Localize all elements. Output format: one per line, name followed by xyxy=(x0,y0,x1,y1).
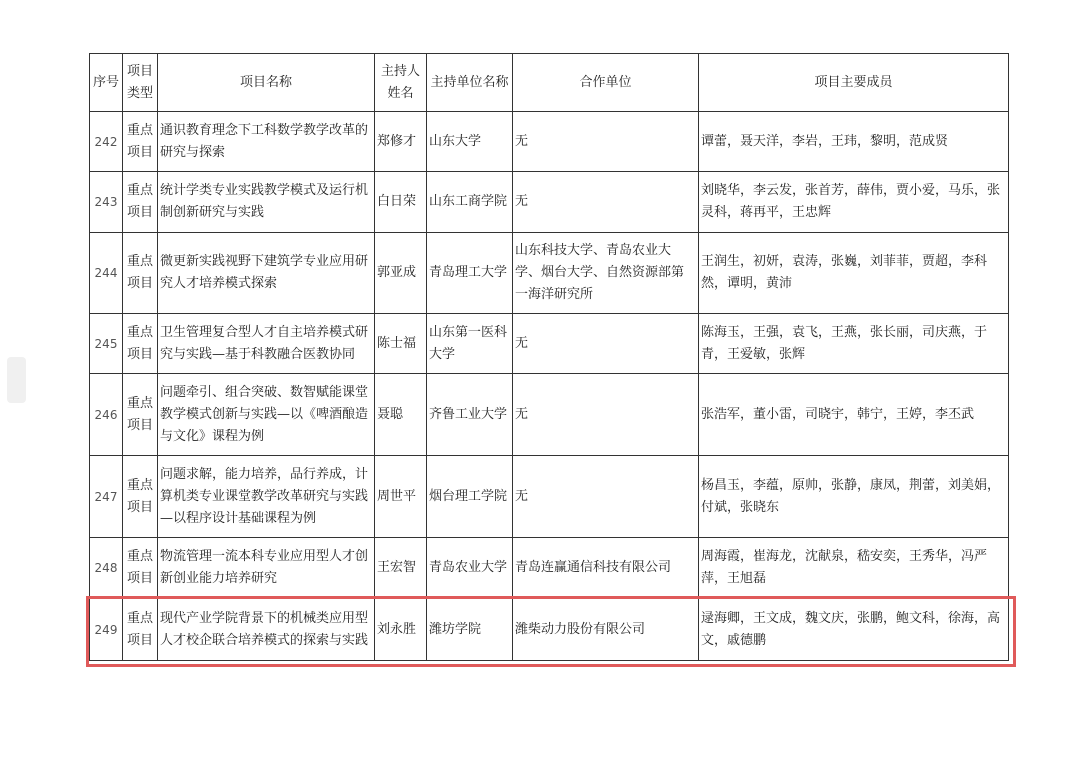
cell-unit: 山东大学 xyxy=(427,112,513,172)
cell-seq: 246 xyxy=(90,374,123,456)
cell-partner: 潍柴动力股份有限公司 xyxy=(513,599,699,661)
cell-host: 郭亚成 xyxy=(375,233,427,314)
header-type: 项目类型 xyxy=(123,54,158,112)
header-seq: 序号 xyxy=(90,54,123,112)
cell-seq: 247 xyxy=(90,456,123,538)
cell-members: 王润生，初妍，袁涛，张巍，刘菲菲，贾超，李科然，谭明，黄沛 xyxy=(699,233,1009,314)
cell-members: 陈海玉，王强，袁飞，王燕，张长丽，司庆燕，于青，王爱敏，张辉 xyxy=(699,314,1009,374)
cell-type: 重点项目 xyxy=(123,456,158,538)
cell-partner: 无 xyxy=(513,112,699,172)
cell-members: 谭蕾，聂天洋，李岩，王玮，黎明，范成贤 xyxy=(699,112,1009,172)
cell-name: 问题牵引、组合突破、数智赋能课堂教学模式创新与实践—以《啤酒酿造与文化》课程为例 xyxy=(158,374,375,456)
table-row-highlighted xyxy=(90,599,1009,661)
cell-name: 问题求解，能力培养，品行养成，计算机类专业课堂教学改革研究与实践—以程序设计基础课程为例 xyxy=(158,456,375,538)
cell-seq: 249 xyxy=(90,599,123,661)
cell-unit: 青岛理工大学 xyxy=(427,233,513,314)
cell-unit: 山东工商学院 xyxy=(427,172,513,233)
cell-unit: 潍坊学院 xyxy=(427,599,513,661)
table-header-row xyxy=(90,54,1009,112)
cell-type: 重点项目 xyxy=(123,374,158,456)
cell-seq: 248 xyxy=(90,538,123,599)
cell-host: 白日荣 xyxy=(375,172,427,233)
cell-unit: 青岛农业大学 xyxy=(427,538,513,599)
cell-host: 聂聪 xyxy=(375,374,427,456)
cell-partner: 无 xyxy=(513,374,699,456)
cell-host: 刘永胜 xyxy=(375,599,427,661)
cell-name: 微更新实践视野下建筑学专业应用研究人才培养模式探索 xyxy=(158,233,375,314)
cell-type: 重点项目 xyxy=(123,599,158,661)
cell-name: 通识教育理念下工科数学教学改革的研究与探索 xyxy=(158,112,375,172)
cell-members: 刘晓华，李云发，张首芳，薛伟，贾小爱，马乐，张灵科，蒋再平，王忠辉 xyxy=(699,172,1009,233)
cell-partner: 无 xyxy=(513,456,699,538)
table-row xyxy=(90,172,1009,233)
cell-type: 重点项目 xyxy=(123,314,158,374)
cell-name: 物流管理一流本科专业应用型人才创新创业能力培养研究 xyxy=(158,538,375,599)
cell-seq: 245 xyxy=(90,314,123,374)
table-row xyxy=(90,538,1009,599)
cell-seq: 242 xyxy=(90,112,123,172)
table-row xyxy=(90,233,1009,314)
cell-name: 统计学类专业实践教学模式及运行机制创新研究与实践 xyxy=(158,172,375,233)
cell-host: 周世平 xyxy=(375,456,427,538)
cell-seq: 244 xyxy=(90,233,123,314)
cell-host: 郑修才 xyxy=(375,112,427,172)
table-row xyxy=(90,456,1009,538)
cell-seq: 243 xyxy=(90,172,123,233)
cell-host: 王宏智 xyxy=(375,538,427,599)
project-table xyxy=(89,53,1009,661)
cell-members: 逯海卿，王文成，魏文庆，张鹏，鲍文科，徐海，高文，戚德鹏 xyxy=(699,599,1009,661)
cell-type: 重点项目 xyxy=(123,172,158,233)
cell-partner: 无 xyxy=(513,172,699,233)
cell-type: 重点项目 xyxy=(123,233,158,314)
cell-partner: 无 xyxy=(513,314,699,374)
table-row xyxy=(90,112,1009,172)
header-host: 主持人姓名 xyxy=(375,54,427,112)
cell-name: 卫生管理复合型人才自主培养模式研究与实践—基于科教融合医教协同 xyxy=(158,314,375,374)
header-unit: 主持单位名称 xyxy=(427,54,513,112)
table-row xyxy=(90,374,1009,456)
cell-name: 现代产业学院背景下的机械类应用型人才校企联合培养模式的探索与实践 xyxy=(158,599,375,661)
table-row xyxy=(90,314,1009,374)
cell-partner: 山东科技大学、青岛农业大学、烟台大学、自然资源部第一海洋研究所 xyxy=(513,233,699,314)
header-partner: 合作单位 xyxy=(513,54,699,112)
cell-members: 周海霞，崔海龙，沈献泉，嵇安奕，王秀华，冯严萍，王旭磊 xyxy=(699,538,1009,599)
cell-type: 重点项目 xyxy=(123,112,158,172)
side-scroll-tab[interactable] xyxy=(7,357,26,403)
cell-unit: 山东第一医科大学 xyxy=(427,314,513,374)
cell-partner: 青岛连赢通信科技有限公司 xyxy=(513,538,699,599)
cell-members: 杨昌玉，李蕴，原帅，张静，康凤，荆蕾，刘美娟，付斌，张晓东 xyxy=(699,456,1009,538)
cell-unit: 齐鲁工业大学 xyxy=(427,374,513,456)
header-members: 项目主要成员 xyxy=(699,54,1009,112)
cell-unit: 烟台理工学院 xyxy=(427,456,513,538)
cell-type: 重点项目 xyxy=(123,538,158,599)
cell-members: 张浩军，董小雷，司晓宇，韩宁，王婷，李丕武 xyxy=(699,374,1009,456)
header-name: 项目名称 xyxy=(158,54,375,112)
cell-host: 陈士福 xyxy=(375,314,427,374)
